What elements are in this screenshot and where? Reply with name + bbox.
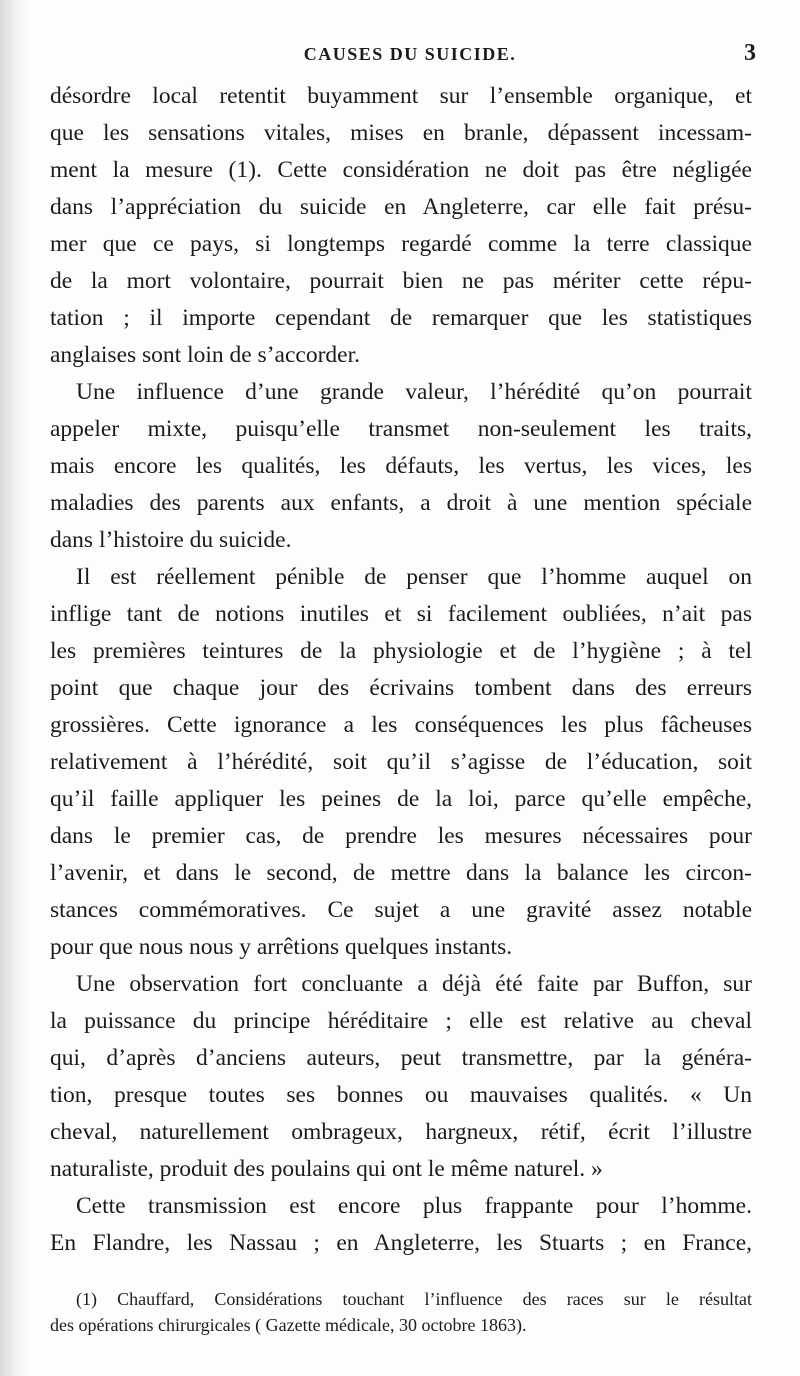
page-gutter-shadow xyxy=(0,0,28,1376)
text-line: dans le premier cas, de prendre les mesures nécessaires pour xyxy=(50,823,752,849)
footnote xyxy=(50,1286,752,1338)
text-line: Une influence d’une grande valeur, l’hérédité qu’on pourrait xyxy=(76,379,752,405)
text-line: l’avenir, et dans le second, de mettre dans la balance les circon- xyxy=(50,860,752,886)
text-line: désordre local retentit buyamment sur l’ensemble organique, et xyxy=(50,83,752,109)
text-line: relativement à l’hérédité, soit qu’il s’agisse de l’éducation, soit xyxy=(50,749,752,775)
text-line: dans l’appréciation du suicide en Angleterre, car elle fait présu- xyxy=(50,194,752,220)
text-line: dans l’histoire du suicide. xyxy=(50,527,292,553)
page-number: 3 xyxy=(744,40,756,66)
text-line: tion, presque toutes ses bonnes ou mauvaises qualités. « Un xyxy=(50,1082,752,1108)
text-line: qu’il faille appliquer les peines de la loi, parce qu’elle empêche, xyxy=(50,786,752,812)
text-line: les premières teintures de la physiologie et de l’hygiène ; à tel xyxy=(50,638,752,664)
paragraph xyxy=(50,966,752,1188)
text-line: stances commémoratives. Ce sujet a une gravité assez notable xyxy=(50,897,752,923)
text-line: ment la mesure (1). Cette considération ne doit pas être négligée xyxy=(50,157,752,183)
text-line: point que chaque jour des écrivains tombent dans des erreurs xyxy=(50,675,752,701)
text-line: tation ; il importe cependant de remarquer que les statistiques xyxy=(50,305,752,331)
text-line: pour que nous nous y arrêtions quelques instants. xyxy=(50,934,513,960)
text-line: En Flandre, les Nassau ; en Angleterre, les Stuarts ; en France, xyxy=(50,1230,752,1256)
paragraph xyxy=(50,1188,752,1262)
text-line: Une observation fort concluante a déjà été faite par Buffon, sur xyxy=(76,971,752,997)
text-line: cheval, naturellement ombrageux, hargneux, rétif, écrit l’illustre xyxy=(50,1119,752,1145)
paragraph xyxy=(50,374,752,559)
text-line: appeler mixte, puisqu’elle transmet non-seulement les traits, xyxy=(50,416,752,442)
text-line: anglaises sont loin de s’accorder. xyxy=(50,342,360,368)
text-line: Il est réellement pénible de penser que l’homme auquel on xyxy=(76,564,752,590)
footnote-line: (1) Chauffard, Considérations touchant l’influence des races sur le résultat xyxy=(76,1289,752,1309)
text-line: mer que ce pays, si longtemps regardé comme la terre classique xyxy=(50,231,752,257)
text-line: grossières. Cette ignorance a les conséquences les plus fâcheuses xyxy=(50,712,752,738)
running-title: CAUSES DU SUICIDE. xyxy=(303,44,517,64)
text-line: naturaliste, produit des poulains qui ont le même naturel. » xyxy=(50,1156,603,1182)
text-line: de la mort volontaire, pourrait bien ne pas mériter cette répu- xyxy=(50,268,752,294)
text-line: Cette transmission est encore plus frappante pour l’homme. xyxy=(76,1193,752,1219)
text-line: mais encore les qualités, les défauts, les vertus, les vices, les xyxy=(50,453,752,479)
paragraph xyxy=(50,559,752,966)
paragraph xyxy=(50,78,752,374)
page-header xyxy=(50,40,770,74)
text-line: qui, d’après d’anciens auteurs, peut transmettre, par la généra- xyxy=(50,1045,752,1071)
text-line: que les sensations vitales, mises en branle, dépassent incessam- xyxy=(50,120,752,146)
footnote-line: des opérations chirurgicales ( Gazette médicale, 30 octobre 1863). xyxy=(50,1315,527,1335)
body-text xyxy=(50,78,752,1262)
text-line: la puissance du principe héréditaire ; elle est relative au cheval xyxy=(50,1008,752,1034)
text-line: maladies des parents aux enfants, a droit à une mention spéciale xyxy=(50,490,752,516)
text-line: inflige tant de notions inutiles et si facilement oubliées, n’ait pas xyxy=(50,601,752,627)
